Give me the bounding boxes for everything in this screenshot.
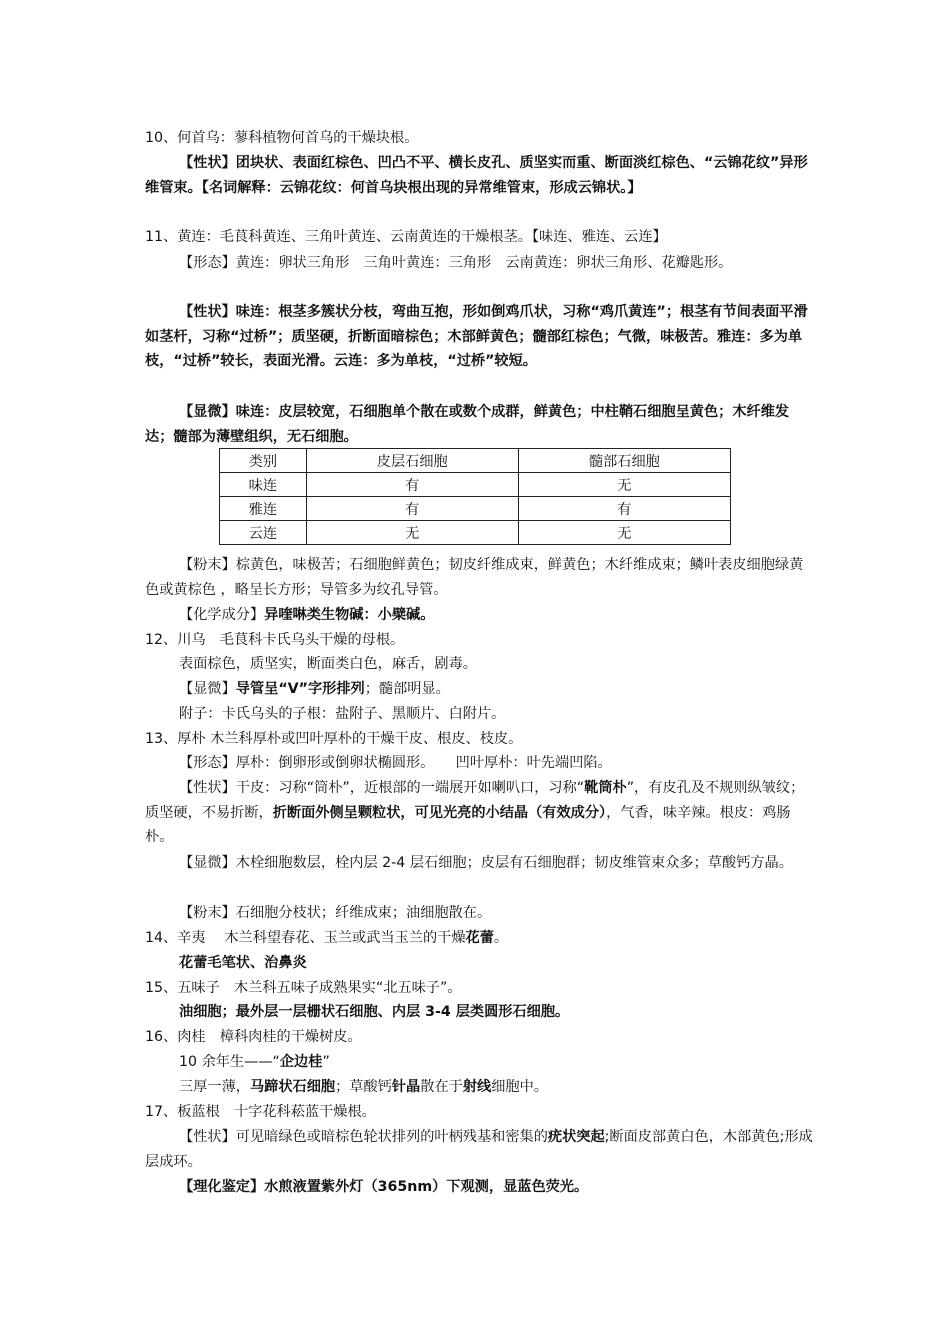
item-11-fenmo: 【粉末】棕黄色，味极苦；石细胞鲜黄色；韧皮纤维成束，鲜黄色；木纤维成束；鳞叶表皮细胞绿黄色或黄棕色 ，略呈长方形；导管多为纹孔导管。: [145, 557, 804, 598]
table-cell: 味连: [220, 473, 307, 497]
l1-2: 企边桂: [279, 1054, 323, 1070]
table-cell: 有: [518, 497, 730, 521]
item-12-desc: 表面棕色，质坚实，断面类白色，麻舌，剧毒。: [179, 656, 477, 672]
xz-3: ;断面皮部黄白色，木部黄色;形成层成环。: [145, 1129, 813, 1170]
huaxue-text: 异喹啉类生物碱：小檗碱。: [264, 607, 435, 623]
item-16-line1: [179, 1050, 813, 1075]
l2-7: 细胞中。: [491, 1079, 548, 1095]
item-13-xianwei: 【显微】木栓细胞数层，栓内层 2-4 层石细胞；皮层有石细胞群；韧皮维管束众多；草酸钙方晶。: [179, 855, 793, 871]
l2-2: 马蹄状石细胞: [249, 1079, 336, 1095]
item-13-title: 13、厚朴 木兰科厚朴或凹叶厚朴的干燥干皮、根皮、枝皮。: [145, 731, 523, 747]
l2-5: 散在于: [420, 1079, 463, 1095]
l2-3: ；草酸钙: [335, 1079, 392, 1095]
table-cell: 有: [306, 473, 518, 497]
item-17-xingzhuang: [145, 1125, 813, 1174]
table-row: [220, 497, 731, 521]
xianwei-rest: ；髓部明显。: [364, 681, 450, 697]
stone-cell-table: [219, 448, 731, 545]
l1-1: 10 余年生——“: [179, 1054, 280, 1070]
item-13-xingtai: 【形态】厚朴：倒卵形或倒卵状椭圆形。 凹叶厚朴：叶先端凹陷。: [179, 755, 612, 771]
huaxue-label: 【化学成分】: [179, 607, 265, 623]
item-12-title: 12、川乌 毛茛科卡氏乌头干燥的母根。: [145, 632, 405, 648]
item-10-title: 10、何首乌：蓼科植物何首乌的干燥块根。: [145, 130, 419, 146]
table-cell: 雅连: [220, 497, 307, 521]
xz-3: ”，有皮孔及不规则纵皱纹；质坚硬，不易折断，: [145, 780, 805, 821]
table-cell: 无: [518, 473, 730, 497]
l2-6: 射线: [462, 1079, 492, 1095]
item-12-xianwei: [179, 677, 813, 702]
item-15-title: 15、五味子 木兰科五味子成熟果实“北五味子”。: [145, 980, 462, 996]
item-15-note: 油细胞；最外层一层栅状石细胞、内层 3-4 层类圆形石细胞。: [179, 1004, 570, 1020]
l2-1: 三厚一薄，: [179, 1079, 250, 1095]
item-17-title: 17、板蓝根 十字花科菘蓝干燥根。: [145, 1104, 376, 1120]
table-header-cell: 类别: [220, 449, 307, 473]
item-10-xingzhuang: 【性状】团块状、表面红棕色、凹凸不平、横长皮孔、质坚实而重、断面淡红棕色、“云锦花纹”异形维管束。【名词解释：云锦花纹：何首乌块根出现的异常维管束，形成云锦状。】: [145, 155, 808, 196]
item-16-title: 16、肉桂 樟科肉桂的干燥树皮。: [145, 1029, 362, 1045]
item-17-lihua: 【理化鉴定】水煎液置紫外灯（365nm）下观测，显蓝色荧光。: [179, 1179, 589, 1195]
item-14-title: [145, 926, 813, 951]
item-13-fenmo: 【粉末】石细胞分枝状；纤维成束；油细胞散在。: [179, 905, 492, 921]
xz-1: 【性状】可见暗绿色或暗棕色轮状排列的叶柄残基和密集的: [179, 1129, 548, 1145]
table-row: [220, 521, 731, 545]
item-11-huaxue: [145, 603, 813, 628]
title-1: 14、辛夷 木兰科望春花、玉兰或武当玉兰的干燥: [145, 930, 466, 946]
table-header-cell: 髓部石细胞: [518, 449, 730, 473]
table-header-row: [220, 449, 731, 473]
table-cell: 有: [306, 497, 518, 521]
item-14-note: 花蕾毛笔状、治鼻炎: [179, 955, 307, 971]
title-3: 。: [493, 930, 509, 946]
item-11-title: 11、黄连：毛茛科黄连、三角叶黄连、云南黄连的干燥根茎。【味连、雅连、云连】: [145, 229, 667, 245]
l1-3: ”: [322, 1054, 330, 1070]
table-cell: 无: [306, 521, 518, 545]
l2-4: 针晶: [391, 1079, 421, 1095]
table-cell: 云连: [220, 521, 307, 545]
xz-1: 【性状】干皮：习称“筒朴”，近根部的一端展开如喇叭口，习称“: [179, 780, 585, 796]
title-2: 花蕾: [465, 930, 494, 946]
item-16-line2: [179, 1075, 813, 1100]
table-header-cell: 皮层石细胞: [306, 449, 518, 473]
xz-2: 疣状突起: [547, 1129, 605, 1145]
item-13-xingzhuang: [145, 776, 813, 850]
xz-4: 折断面外侧呈颗粒状，可见光亮的小结晶（有效成分）: [272, 804, 607, 821]
xianwei-label: 【显微】: [179, 681, 236, 697]
xianwei-bold: 导管呈“V”字形排列: [235, 681, 365, 697]
item-12-fuzi: 附子：卡氏乌头的子根：盐附子、黑顺片、白附片。: [179, 706, 506, 722]
item-11-xingzhuang: 【性状】味连：根茎多簇状分枝，弯曲互抱，形如倒鸡爪状，习称“鸡爪黄连”；根茎有节间表面平滑如茎杆，习称“过桥”；质坚硬，折断面暗棕色；木部鲜黄色；髓部红棕色；气微，味极苦。雅连：多为单枝，“过桥”较长，表面光滑。云连：多为单枝，“过桥”较短。: [145, 304, 808, 369]
xz-2: 靴筒朴: [584, 780, 627, 796]
item-11-xingtai: 【形态】黄连：卵状三角形 三角叶黄连：三角形 云南黄连：卵状三角形、花瓣匙形。: [179, 255, 733, 271]
item-11-xianwei: 【显微】味连：皮层较宽，石细胞单个散在或数个成群，鲜黄色；中柱鞘石细胞呈黄色；木纤维发达；髓部为薄壁组织，无石细胞。: [145, 404, 790, 445]
table-row: [220, 473, 731, 497]
xz-5: ，气香，味辛辣。根皮：鸡肠朴。: [145, 804, 791, 845]
table-cell: 无: [518, 521, 730, 545]
